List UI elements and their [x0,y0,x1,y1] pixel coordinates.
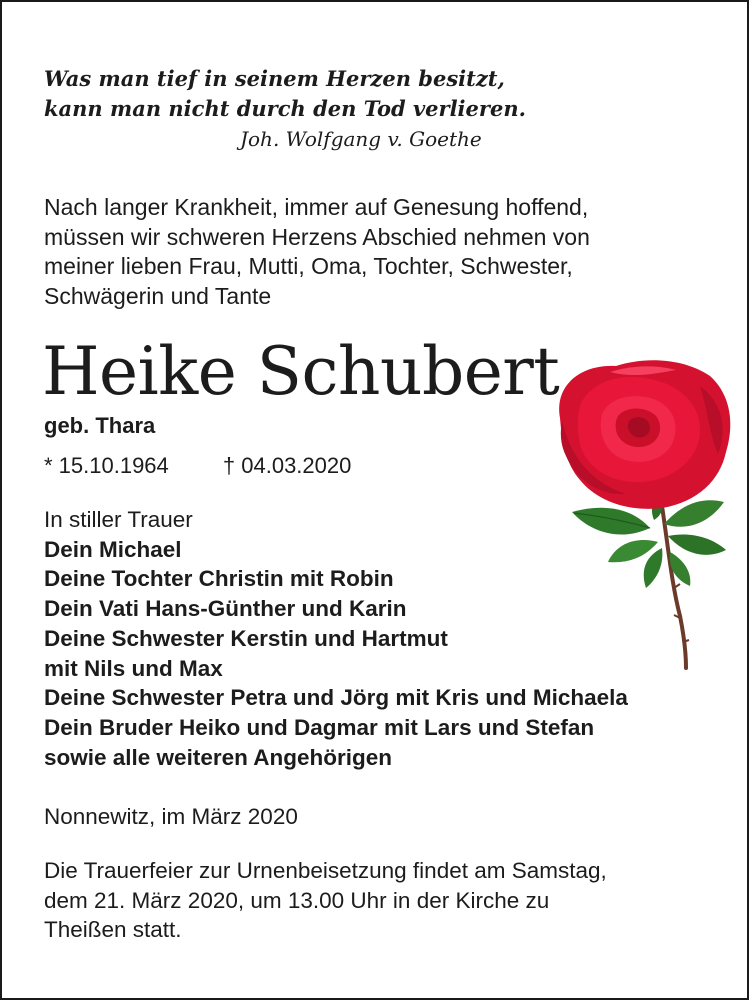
mourner-line: Deine Schwester Kerstin und Hartmut [44,625,448,651]
mourner-line: Dein Michael [44,536,182,562]
red-rose-icon [550,356,736,672]
life-dates [44,451,351,481]
mourner-line: Deine Tochter Christin mit Robin [44,566,394,592]
quote-author: Joh. Wolfgang v. Goethe [240,127,482,151]
quote-line-2: kann man nicht durch den Tod verlieren. [44,96,526,121]
quote-line-1: Was man tief in seinem Herzen besitzt, [44,66,505,91]
mourner-line: Dein Bruder Heiko und Dagmar mit Lars und Stefan [44,714,595,740]
birth-date: * 15.10.1964 [44,453,169,478]
mourner-line: Dein Vati Hans-Günther und Karin [44,596,407,622]
intro-line: Nach langer Krankheit, immer auf Genesung hoffend, [44,194,589,220]
mourner-line: sowie alle weiteren Angehörigen [44,744,393,770]
ceremony-info [44,856,724,945]
ceremony-line: dem 21. März 2020, um 13.00 Uhr in der Kirche zu [44,887,550,913]
mourner-line: mit Nils und Max [44,655,223,681]
intro-line: müssen wir schweren Herzens Abschied nehmen von [44,223,590,250]
goethe-quote [44,64,564,154]
birth-name: geb. Thara [44,413,156,438]
death-date: † 04.03.2020 [222,453,352,478]
place-and-date: Nonnewitz, im März 2020 [44,804,298,829]
ceremony-line: Die Trauerfeier zur Urnenbeisetzung findet am Samstag, [44,858,607,883]
mourner-line: Deine Schwester Petra und Jörg mit Kris und Michaela [44,685,628,711]
intro-line: meiner lieben Frau, Mutti, Oma, Tochter, Schwester, [44,253,573,279]
intro-line: Schwägerin und Tante [44,282,272,309]
mourners-lead: In stiller Trauer [44,507,193,532]
ceremony-line: Theißen statt. [44,917,182,942]
intro-text [44,193,724,311]
deceased-name: Heike Schubert [42,333,560,410]
